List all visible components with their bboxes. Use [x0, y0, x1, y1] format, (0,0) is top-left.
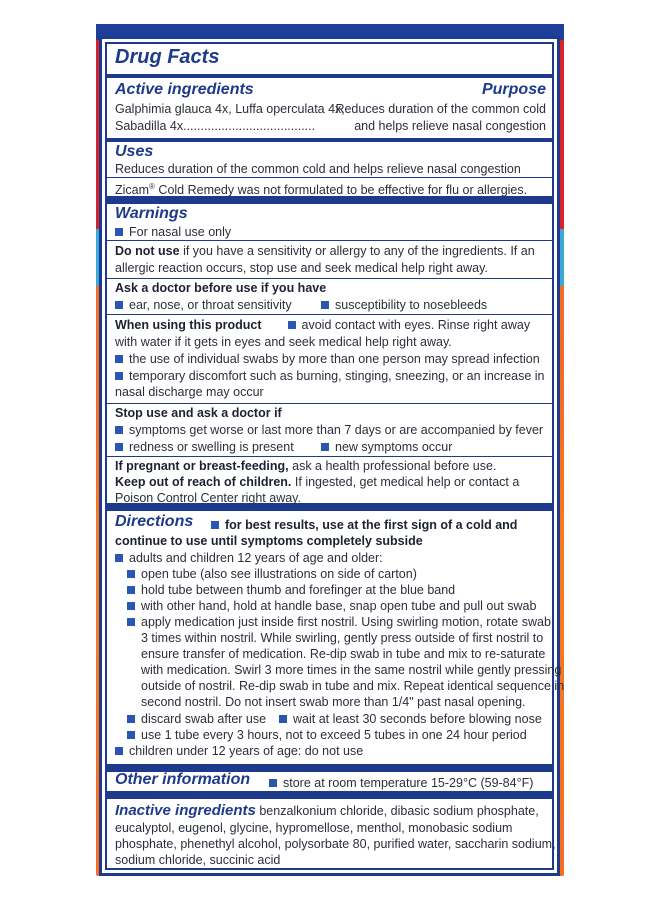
- uses-section: [105, 140, 554, 198]
- step-1-text: open tube (also see illustrations on side of carton): [141, 567, 417, 581]
- uses-line1: Reduces duration of the common cold and helps relieve nasal congestion: [115, 162, 521, 176]
- pregnant-text: ask a health professional before use.: [288, 459, 497, 473]
- children-text: children under 12 years of age: do not use: [129, 744, 364, 758]
- bullet-icon: [127, 586, 135, 594]
- do-not-use-label: Do not use: [115, 244, 180, 258]
- stop-use-heading: Stop use and ask a doctor if: [115, 406, 282, 420]
- bullet-icon: [269, 779, 277, 787]
- bullet-icon: [127, 570, 135, 578]
- other-information-section: [105, 766, 554, 793]
- uses-line2: [115, 179, 527, 198]
- when-using-text-1: avoid contact with eyes. Rinse right away: [301, 318, 531, 332]
- directions-intro1: [211, 517, 517, 533]
- bullet-icon: [115, 228, 123, 236]
- bullet-icon: [127, 618, 135, 626]
- when-using-line2: with water if it gets in eyes and seek medical help right away.: [115, 335, 452, 349]
- inactive-line2: eucalyptol, eugenol, glycine, hypromellose, menthol, monobasic sodium: [115, 821, 513, 835]
- step-4-line3: ensure transfer of medication. Re-dip swab in tube and mix to re-saturate: [141, 647, 546, 661]
- directions-intro-text: for best results, use at the first sign of a cold and: [225, 518, 518, 532]
- inactive-text-1: benzalkonium chloride, dibasic sodium phosphate,: [255, 804, 539, 818]
- ask-doctor-item-1: [115, 297, 292, 313]
- step-5: [127, 711, 266, 727]
- keep-out-label: Keep out of reach of children.: [115, 475, 292, 489]
- inactive-ingredients-section: [105, 793, 554, 870]
- stop-use-text-2: redness or swelling is present: [129, 440, 294, 454]
- step-6-text: wait at least 30 seconds before blowing nose: [293, 712, 542, 726]
- bullet-icon: [321, 443, 329, 451]
- step-4-line6: second nostril. Do not insert swab more than 1/4" past nasal opening.: [141, 695, 526, 709]
- step-6: [279, 711, 542, 727]
- when-using-label: When using this product: [115, 318, 262, 332]
- when-using-line4: [115, 368, 545, 384]
- bullet-icon: [127, 602, 135, 610]
- when-using-line5: nasal discharge may occur: [115, 385, 264, 399]
- bullet-icon: [115, 372, 123, 380]
- bullet-icon: [115, 355, 123, 363]
- directions-intro2: continue to use until symptoms completely subside: [115, 534, 423, 548]
- step-4-text: apply medication just inside first nostril. Using swirling motion, rotate swab: [141, 615, 551, 629]
- bullet-icon: [321, 301, 329, 309]
- bullet-icon: [115, 554, 123, 562]
- registered-mark: ®: [149, 182, 155, 191]
- directions-adults: [115, 550, 383, 566]
- step-7-text: use 1 tube every 3 hours, not to exceed 5 tubes in one 24 hour period: [141, 728, 527, 742]
- pregnant-line: [115, 458, 496, 474]
- inactive-ingredients-heading: Inactive ingredients: [115, 802, 256, 819]
- uses-note: Cold Remedy was not formulated to be effective for flu or allergies.: [154, 183, 528, 197]
- purpose-line2: and helps relieve nasal congestion: [354, 119, 546, 133]
- stop-use-item-2: [115, 439, 294, 455]
- inactive-line3: phosphate, phenethyl alcohol, polysorbate 80, purified water, saccharin sodium,: [115, 837, 556, 851]
- active-ingredient-line2: [115, 118, 315, 134]
- bullet-icon: [115, 747, 123, 755]
- when-using-line1: [115, 317, 530, 333]
- step-4: [127, 614, 551, 630]
- keep-out-line1: [115, 474, 519, 490]
- ask-doctor-heading: Ask a doctor before use if you have: [115, 281, 327, 295]
- do-not-use-line2: allergic reaction occurs, stop use and seek medical help right away.: [115, 261, 488, 275]
- active-ingredient-sabadilla: Sabadilla 4x: [115, 119, 184, 133]
- pregnant-label: If pregnant or breast-feeding,: [115, 459, 289, 473]
- bullet-icon: [115, 426, 123, 434]
- keep-out-line2: Poison Control Center right away.: [115, 491, 301, 505]
- directions-heading: Directions: [115, 513, 194, 530]
- bullet-icon: [115, 301, 123, 309]
- step-5-text: discard swab after use: [141, 712, 267, 726]
- drug-facts-panel: [99, 36, 565, 876]
- when-using-text-3: the use of individual swabs by more than one person may spread infection: [129, 352, 540, 366]
- drug-facts-title: Drug Facts: [115, 46, 220, 68]
- nasal-use-line: [115, 224, 231, 240]
- nasal-use-text: For nasal use only: [129, 225, 232, 239]
- step-1: [127, 566, 417, 582]
- step-2-text: hold tube between thumb and forefinger at the blue band: [141, 583, 456, 597]
- purpose-heading: Purpose: [481, 81, 546, 98]
- do-not-use-line1: [115, 243, 535, 259]
- do-not-use-text: if you have a sensitivity or allergy to any of the ingredients. If an: [179, 244, 535, 258]
- stop-use-text-1: symptoms get worse or last more than 7 days or are accompanied by fever: [129, 423, 544, 437]
- adults-text: adults and children 12 years of age and older:: [129, 551, 383, 565]
- directions-section: [105, 505, 565, 766]
- bullet-icon: [288, 321, 296, 329]
- purpose-line1: Reduces duration of the common cold: [335, 102, 546, 116]
- bullet-icon: [115, 443, 123, 451]
- leader-dots: ......................................: [183, 119, 316, 133]
- step-2: [127, 582, 455, 598]
- ask-doctor-item-2: [321, 297, 487, 313]
- warnings-section: [105, 198, 554, 505]
- when-using-line3: [115, 351, 540, 367]
- uses-heading: Uses: [115, 143, 154, 160]
- step-3-text: with other hand, hold at handle base, snap open tube and pull out swab: [141, 599, 537, 613]
- storage-text: store at room temperature 15-29°C (59-84°F): [283, 776, 534, 790]
- when-using-text-4: temporary discomfort such as burning, stinging, sneezing, or an increase in: [129, 369, 545, 383]
- step-4-line4: with medication. Swirl 3 more times in the same nostril while gently pressing: [141, 663, 562, 677]
- brand-name: Zicam: [115, 183, 150, 197]
- storage-line: [269, 775, 533, 791]
- other-information-heading: Other information: [115, 771, 251, 788]
- step-4-line5: outside of nostril. Re-dip swab in tube and mix. Repeat identical sequence in: [141, 679, 565, 693]
- active-ingredients-section: [105, 42, 554, 140]
- step-7: [127, 727, 527, 743]
- stop-use-item-1: [115, 422, 543, 438]
- inactive-line1: [115, 803, 539, 819]
- keep-out-text: If ingested, get medical help or contact a: [291, 475, 520, 489]
- stop-use-item-3: [321, 439, 452, 455]
- bullet-icon: [211, 521, 219, 529]
- bullet-icon: [279, 715, 287, 723]
- warnings-heading: Warnings: [115, 205, 188, 222]
- directions-children: [115, 743, 363, 759]
- inactive-line4: sodium chloride, succinic acid: [115, 853, 281, 867]
- active-ingredients-heading: Active ingredients: [115, 81, 254, 98]
- step-4-line2: 3 times within nostril. While swirling, gently press outside of first nostril to: [141, 631, 544, 645]
- ask-doctor-text-2: susceptibility to nosebleeds: [335, 298, 488, 312]
- bullet-icon: [127, 715, 135, 723]
- stop-use-text-3: new symptoms occur: [335, 440, 453, 454]
- active-ingredient-line1: Galphimia glauca 4x, Luffa operculata 4x,: [115, 102, 345, 116]
- ask-doctor-text-1: ear, nose, or throat sensitivity: [129, 298, 292, 312]
- bullet-icon: [127, 731, 135, 739]
- step-3: [127, 598, 536, 614]
